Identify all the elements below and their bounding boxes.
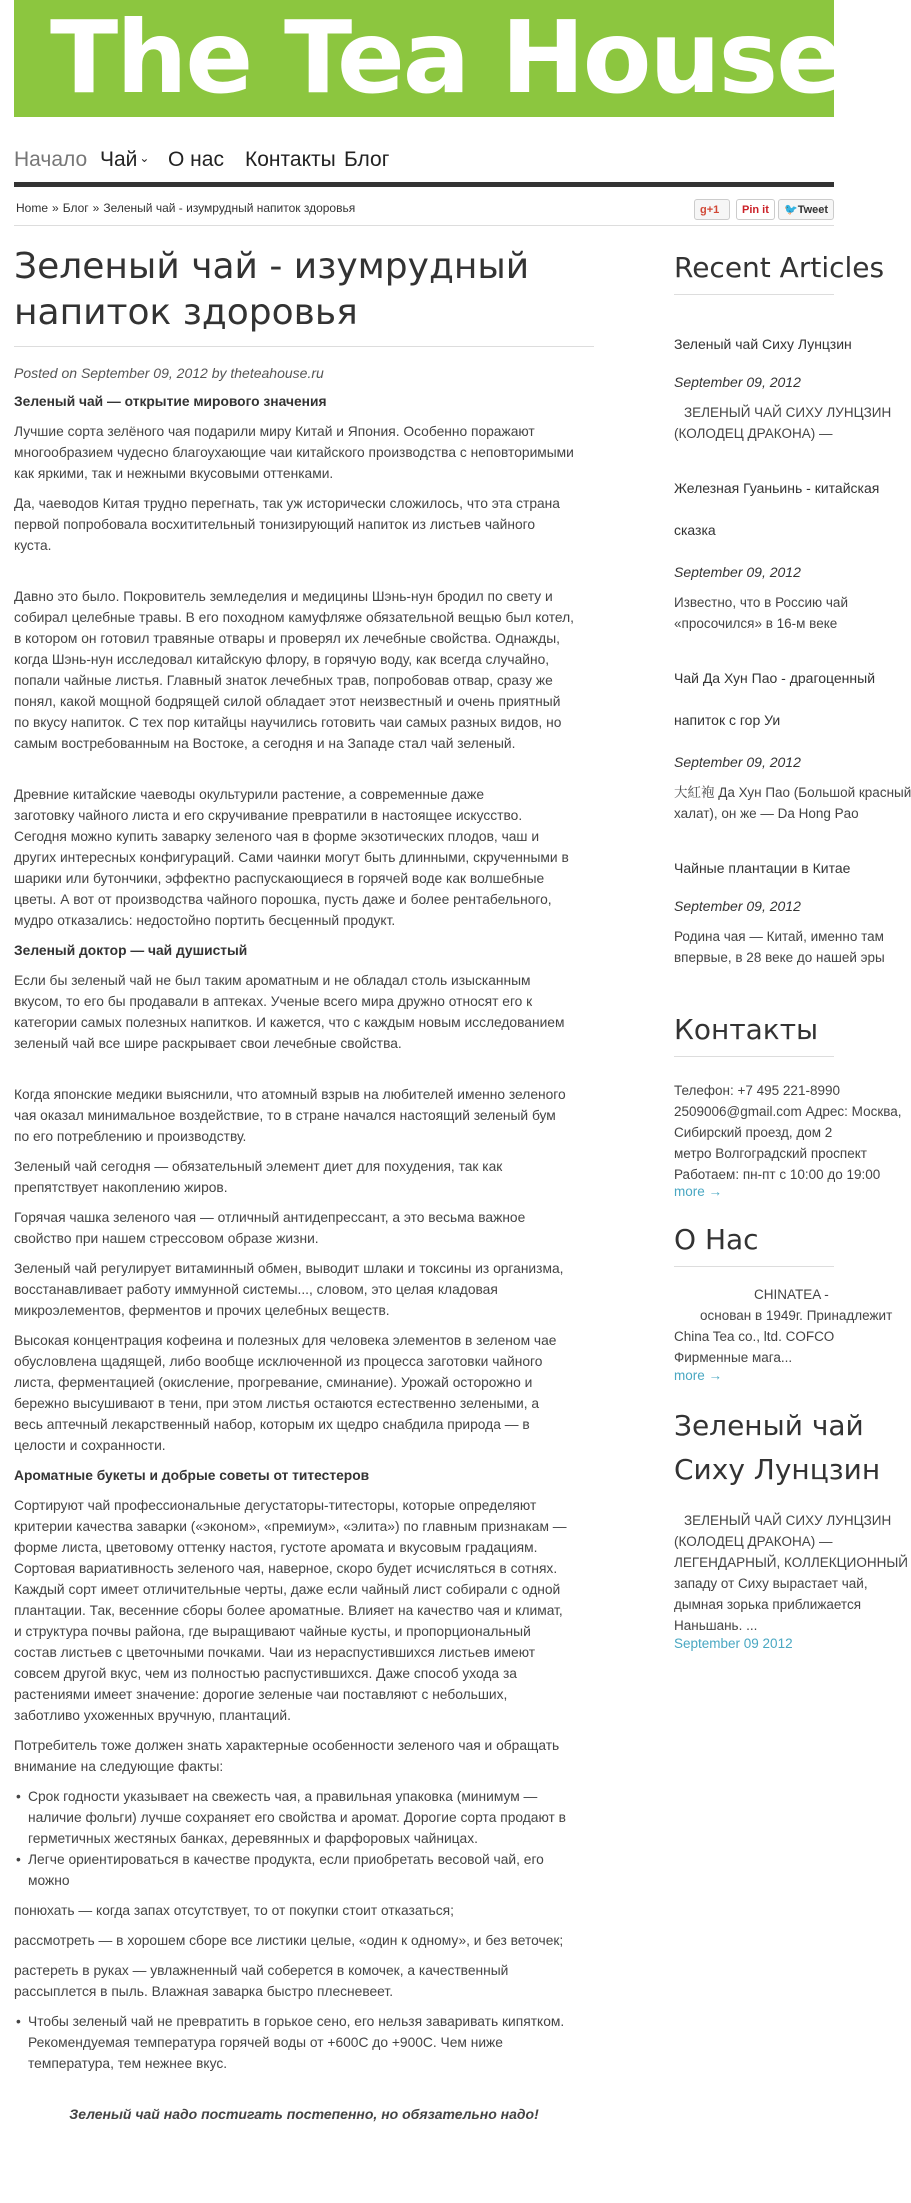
recent-article-link[interactable]: Чайные плантации в Китае [674,860,851,876]
nav-tea[interactable] [100,148,149,172]
featured-date: September 09 2012 [674,1636,793,1651]
breadcrumb-blog[interactable]: Блог [62,201,89,215]
site-banner[interactable] [14,0,843,117]
page-title-line: Зеленый чай - изумрудный [14,246,530,287]
nav-blog[interactable]: Блог [344,148,390,171]
gplus-button[interactable] [694,199,730,220]
gplus-label: +1 [706,204,720,216]
section-heading: Зеленый чай — открытие мирового значения [14,394,327,409]
contacts-text: Телефон: +7 495 221-8990 2509006@gmail.com Адрес: Москва, Сибирский проезд, дом 2 метро Волгоградский проспект Работаем: пн-пт с 10:00 до 19:00 [674,1083,902,1182]
sidebar [674,244,911,1664]
paragraph: Зеленый чай регулирует витаминный обмен, выводит шлаки и токсины из организма, восстанавливает работу иммунной системы..., словом, это целая кладовая микроэлементов, ферментов и прочих целебных веществ. [14,1261,564,1318]
breadcrumb-current: Зеленый чай - изумрудный напиток здоровья [103,201,356,215]
paragraph: Сортируют чай профессиональные дегустаторы-титесторы, которые определяют критерии качества заварки («эконом», «премиум», «элита») по главным признакам — форме листа, цветовому оттенку настоя, густоте аромата и вкусовым градациям. Сортовая вариативность зеленого чая, наверное, скоро будет исчисляться в сотнях. Каждый сорт имеет отличительные черты, даже если чайный лист собирали с одной плантации. Так, весенние сборы более ароматные. Влияет на качество чая и климат, и структура почвы района, где выращивают чайные кусты, и пропорциональный состав листьев с цветочными почками. Чаи из нераспустившихся листьев имеют совсем другой вкус, чем из полностью распустившихся. Даже способ ухода за растениями имеет значение: дорогие зеленые чаи поставляют с небольших, заботливо ухоженных вручную, плантаций. [14,1498,567,1723]
tweet-button[interactable] [778,199,834,220]
chevron-down-icon: ⌄ [139,151,150,165]
page-title-line: напиток здоровья [14,292,358,333]
twitter-icon: 🐦 [784,204,798,216]
breadcrumb-home[interactable]: Home [16,201,49,215]
site-logo[interactable]: The Tea House [50,0,843,116]
nav-tea-label: Чай [100,148,138,171]
about-more-link[interactable]: more → [674,1368,723,1383]
paragraph: рассмотреть — в хорошем сборе все листики целые, «один к одному», и без веточек; [14,1933,564,1948]
paragraph: Зеленый чай сегодня — обязательный элемент диет для похудения, так как препятствует накоплению жиров. [14,1159,503,1195]
pinit-button[interactable]: Pin it [736,199,775,220]
tweet-label: Tweet [797,204,829,216]
recent-article-link[interactable]: Чай Да Хун Пао - драгоценный напиток с гор Уи [674,670,876,728]
recent-article-link[interactable]: Зеленый чай Сиху Лунцзин [674,336,852,352]
breadcrumb-separator: » [92,201,100,215]
recent-article-excerpt: ЗЕЛЕНЫЙ ЧАЙ СИХУ ЛУНЦЗИН (КОЛОДЕЦ ДРАКОНА) — [674,405,892,441]
main-nav [14,148,834,182]
paragraph: Если бы зеленый чай не был таким ароматным и не обладал столь изысканным вкусом, то его бы продавали в аптеках. Ученые всего мира дружно относят его к категории самых полезных напитков. И кажется, что с каждым новым исследованием зеленый чай все шире раскрывает свои лечебные свойства. [14,973,565,1051]
nav-about[interactable]: О нас [168,148,224,171]
article [14,244,594,2125]
recent-article-excerpt: Родина чая — Китай, именно там впервые, в 28 веке до нашей эры [674,929,885,965]
article-motto: Зеленый чай надо постигать постепенно, но обязательно надо! [69,2106,539,2122]
page-title [14,244,594,347]
paragraph: Когда японские медики выяснили, что атомный взрыв на любителей именно зеленого чая оказал минимальное воздействие, то в стране начался настоящий зеленый бум по его потреблению и производству. [14,1087,566,1144]
section-heading: Зеленый доктор — чай душистый [14,943,248,958]
paragraph: Высокая концентрация кофеина и полезных для человека элементов в зеленом чае обусловлена щадящей, либо вообще исключенной из процесса заготовки чайного листа, ферментацией (окисление, прогревание, сминание). Урожай осторожно и бережно высушивают в тени, при этом листья остаются естественно зелеными, а весь аптечный лекарственный набор, которым их щедро снабдила природа — в целости и сохранности. [14,1333,557,1453]
list-item: • Срок годности указывает на свежесть чая, а правильная упаковка (минимум — наличие фольги) лучше сохраняет его свойства и аромат. Дорогие сорта продают в герметичных жестяных банках, деревянных и фарфоровых чайницах. [14,1786,594,1849]
article-body [14,391,594,2125]
nav-divider [14,182,834,187]
nav-contacts[interactable]: Контакты [245,148,336,171]
paragraph: Потребитель тоже должен знать характерные особенности зеленого чая и обращать внимание на следующие факты: [14,1738,560,1774]
about-heading: О Нас [674,1222,834,1267]
featured-heading[interactable]: Зеленый чай Сиху Лунцзин [674,1409,881,1486]
recent-article-excerpt: Известно, что в Россию чай «просочился» в 16-м веке [674,595,848,631]
about-text: CHINATEA - основан в 1949г. Принадлежит China Tea co., ltd. COFCO Фирменные мага... [674,1287,893,1365]
paragraph: понюхать — когда запах отсутствует, то от покупки стоит отказаться; [14,1903,454,1918]
paragraph: Давно это было. Покровитель земледелия и медицины Шэнь-нун бродил по свету и собирал целебные травы. В его походном камуфляже обязательной вещью был котел, в котором он готовил травяные отвары и проверял их лечебные свойства. Однажды, когда Шэнь-нун исследовал китайскую флору, в горячую воду, как всегда случайно, попали чайные листья. Главный знаток лечебных трав, попробовав отвар, сразу же понял, какой мощной бодрящей силой обладает этот неизвестный и очень приятный по вкусу напиток. С тех пор китайцы научились готовить чаи самых разных видов, но самым востребованным на Востоке, а сегодня и на Западе стал чай зеленый. [14,589,575,751]
list-item: • Чтобы зеленый чай не превратить в горькое сено, его нельзя заваривать кипятком. Рекомендуемая температура горячей воды от +600С до +900С. Чем ниже температура, тем нежнее вкус. [14,2011,594,2074]
paragraph: Лучшие сорта зелёного чая подарили миру Китай и Япония. Особенно поражают многообразием чудесно благоухающие чаи китайского производства с неповторимыми как яркими, так и нежными вкусовыми оттенками. [14,424,574,481]
recent-article-date: September 09, 2012 [674,754,801,770]
recent-article-date: September 09, 2012 [674,564,801,580]
gplus-icon: g [700,204,707,216]
nav-home[interactable]: Начало [14,148,88,171]
recent-article-date: September 09, 2012 [674,898,801,914]
section-heading: Ароматные букеты и добрые советы от титестеров [14,1468,370,1483]
list-item: • Легче ориентироваться в качестве продукта, если приобретать весовой чай, его можно [14,1849,594,1891]
paragraph: Горячая чашка зеленого чая — отличный антидепрессант, а это весьма важное свойство при нашем стрессовом образе жизни. [14,1210,526,1246]
breadcrumb-divider [14,225,834,226]
paragraph: Да, чаеводов Китая трудно перегнать, так уж исторически сложилось, что эта страна первой попробовала восхитительный тонизирующий напиток из листьев чайного куста. [14,496,560,553]
tips-list [14,2011,594,2074]
recent-article-excerpt: 大紅袍 Да Хун Пао (Большой красный халат), он же — Da Hong Pao [674,785,911,821]
breadcrumb-separator: » [52,201,59,215]
tips-list [14,1786,594,1891]
featured-excerpt: ЗЕЛЕНЫЙ ЧАЙ СИХУ ЛУНЦЗИН (КОЛОДЕЦ ДРАКОНА) — ЛЕГЕНДАРНЫЙ, КОЛЛЕКЦИОННЫЙ западу от Сиху вырастает чай, дымная зорька приближается Наньшань. ... [674,1513,908,1633]
recent-article-date: September 09, 2012 [674,374,801,390]
post-meta: Posted on September 09, 2012 by theteahouse.ru [14,365,324,381]
contacts-heading: Контакты [674,1012,834,1057]
recent-articles-heading: Recent Articles [674,250,834,295]
paragraph: Древние китайские чаеводы окультурили растение, а современные даже заготовку чайного листа и его скручивание превратили в настоящее искусство. Сегодня можно купить заварку зеленого чая в форме экзотических плодов, чаш и других интересных конфигураций. Сами чаинки могут быть длинными, скрученными в шарики или бутончики, эффектно распускающиеся в горячей воде как волшебные цветы. А вот от производства чайного порошка, пусть даже и более рентабельного, мудро отказались: недостойно портить бесценный продукт. [14,787,569,928]
recent-article-link[interactable]: Железная Гуаньинь - китайская сказка [674,480,880,538]
breadcrumb [14,201,357,215]
paragraph: растереть в руках — увлажненный чай соберется в комочек, а качественный рассыплется в пыль. Влажная заварка быстро плесневеет. [14,1963,509,1999]
contacts-more-link[interactable]: more → [674,1184,723,1199]
